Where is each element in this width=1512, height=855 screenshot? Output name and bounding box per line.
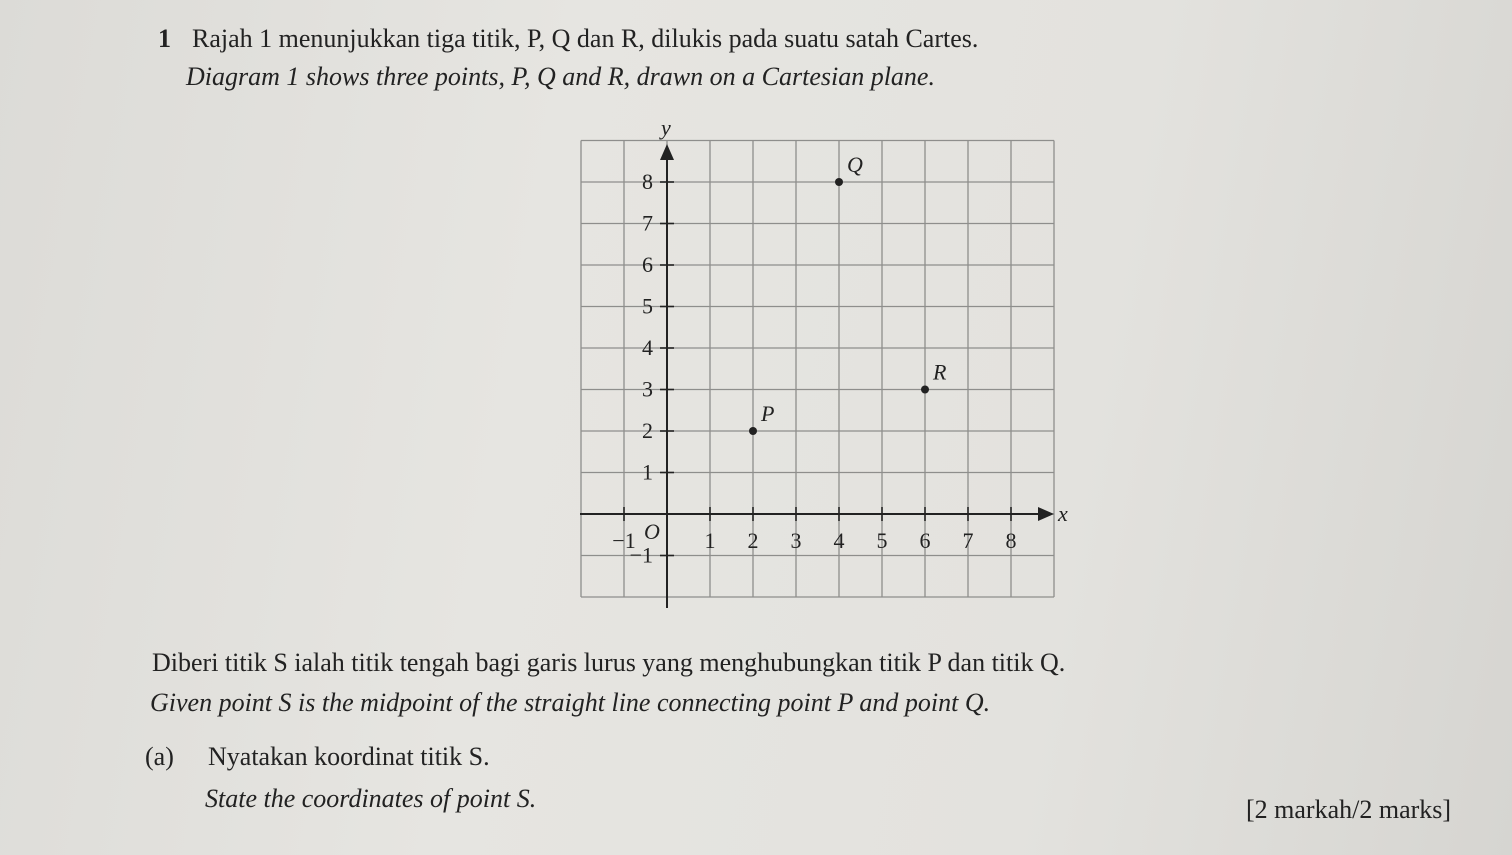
x-tick-label: 1 <box>704 528 716 553</box>
y-tick-label: 7 <box>642 210 653 236</box>
y-axis-arrow <box>660 144 674 160</box>
y-tick-label: 8 <box>642 169 653 194</box>
x-tick-label: 8 <box>1005 528 1017 553</box>
x-tick-label: −1 <box>612 528 636 553</box>
intro-english-text: Diagram 1 shows three points, P, Q and R, drawn on a Cartesian plane. <box>186 62 935 91</box>
points <box>749 152 947 435</box>
given-english-text: Given point S is the midpoint of the straight line connecting point P and point Q. <box>150 688 991 717</box>
axes <box>580 115 1068 608</box>
part-a-label: (a) <box>145 742 174 771</box>
question-number: 1 <box>158 24 171 53</box>
x-tick-label: 4 <box>833 528 845 553</box>
x-axis-arrow <box>1038 507 1054 521</box>
intro-malay-text: Rajah 1 menunjukkan tiga titik, P, Q dan R, dilukis pada suatu satah Cartes. <box>192 24 979 53</box>
part-a-malay-text: Nyatakan koordinat titik S. <box>208 742 490 771</box>
x-tick-label: 6 <box>919 528 931 553</box>
y-tick-label: 5 <box>642 293 653 319</box>
x-tick-label: 3 <box>790 528 802 553</box>
point-q-label: Q <box>847 152 863 177</box>
y-tick-label: −1 <box>629 542 653 568</box>
y-axis-label: y <box>661 115 671 140</box>
x-tick-label: 7 <box>962 528 974 553</box>
part-a-english-text: State the coordinates of point S. <box>205 784 537 813</box>
origin-label: O <box>644 519 660 544</box>
x-axis-label: x <box>1058 501 1068 526</box>
y-tick-label: 2 <box>642 418 653 443</box>
x-tick-label: 5 <box>876 528 888 553</box>
point-p-marker <box>749 427 757 435</box>
x-tick-label: 2 <box>747 528 759 553</box>
y-tick-label: 3 <box>642 376 653 402</box>
ticks <box>612 169 1016 568</box>
y-tick-label: 6 <box>642 252 653 277</box>
point-r-label: R <box>933 359 947 385</box>
given-malay-text: Diberi titik S ialah titik tengah bagi garis lurus yang menghubungkan titik P dan titik Q. <box>152 648 1066 677</box>
marks-label: [2 markah/2 marks] <box>1246 795 1452 824</box>
point-r-marker <box>921 386 929 394</box>
point-q-marker <box>835 178 843 186</box>
y-tick-label: 1 <box>642 459 653 485</box>
y-tick-label: 4 <box>642 335 653 360</box>
point-p-label: P <box>761 401 775 426</box>
